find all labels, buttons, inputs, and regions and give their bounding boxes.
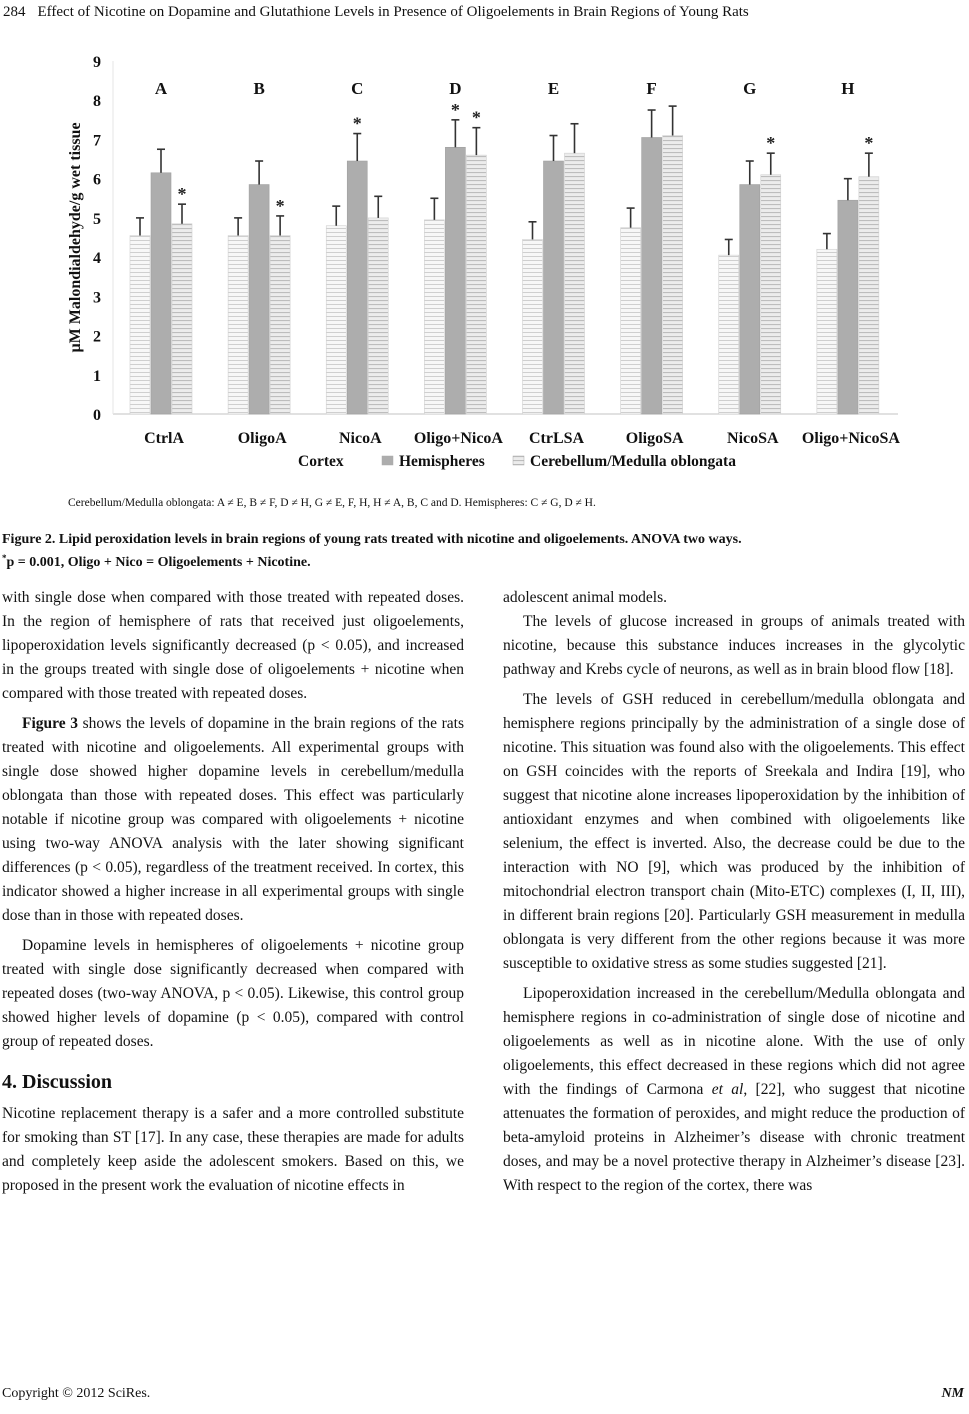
bar xyxy=(445,147,465,414)
significance-star: * xyxy=(275,195,285,216)
legend-swatch xyxy=(513,456,524,465)
left-column xyxy=(2,586,464,1198)
journal-abbrev: NM xyxy=(941,1386,964,1401)
bar xyxy=(740,185,760,414)
x-tick-label: CtrLSA xyxy=(529,430,585,447)
bar xyxy=(270,236,290,414)
bar xyxy=(565,153,585,414)
bar xyxy=(249,185,269,414)
bar xyxy=(544,161,564,414)
group-letter: E xyxy=(547,79,560,98)
bar xyxy=(151,173,171,414)
group-letter: D xyxy=(449,79,462,98)
bar xyxy=(172,224,192,414)
paragraph: adolescent animal models. xyxy=(503,589,667,606)
legend-label: Cortex xyxy=(298,453,344,470)
figure-caption-star: * xyxy=(2,553,7,563)
y-tick-label: 7 xyxy=(93,132,101,150)
bar xyxy=(466,155,486,414)
group-letter: G xyxy=(743,79,757,98)
bar xyxy=(228,236,248,414)
significance-star: * xyxy=(766,133,776,154)
significance-star: * xyxy=(352,113,362,134)
significance-star: * xyxy=(177,184,187,205)
right-column xyxy=(503,586,965,1198)
y-tick-label: 1 xyxy=(93,367,101,385)
y-tick-label: 5 xyxy=(93,210,101,228)
x-tick-label: Oligo+NicoA xyxy=(413,430,503,447)
group-letter: H xyxy=(841,79,855,98)
x-tick-label: CtrlA xyxy=(144,430,185,447)
paragraph: Nicotine replacement therapy is a safer and a more controlled substitute for smoking than ST [17]. In any case, these therapies are made for adults and completely keep aside the adolescent smokers. Based on this, we proposed in the present work the evaluation of nicotine effects in xyxy=(2,1105,464,1194)
x-tick-label: NicoA xyxy=(338,430,382,447)
legend-swatch xyxy=(382,456,393,465)
bar xyxy=(838,200,858,414)
bar xyxy=(130,236,150,414)
paragraph: The levels of glucose increased in groups of animals treated with nicotine, because this substance induces increases in the glycolytic pathway and Krebs cycle of neurons, as well as in brain blood flow [18]. xyxy=(503,613,965,678)
bar xyxy=(424,220,444,414)
legend-label: Cerebellum/Medulla oblongata xyxy=(530,453,736,470)
bar xyxy=(326,226,346,414)
bar xyxy=(761,175,781,414)
y-tick-label: 9 xyxy=(93,54,101,71)
y-axis-label: µM Malondialdehyde/g wet tissue xyxy=(67,122,84,353)
paragraph: Dopamine levels in hemispheres of oligoelements + nicotine group treated with single dose significantly decreased when compared with repeated doses (two-way ANOVA, p < 0.05). Likewise, this control group showed higher levels of dopamine (p < 0.05), compared with control group of repeated doses. xyxy=(2,937,464,1050)
paragraph: with single dose when compared with those treated with repeated doses. In the region of hemisphere of rats that received just oligoelements, lipoperoxidation levels significantly decreased (p < 0.05), and increased in the groups treated with single dose of oligoelements + nicotine when compared with those treated with repeated doses. xyxy=(2,589,464,702)
running-header xyxy=(3,4,963,21)
bar xyxy=(663,136,683,414)
significance-note: Cerebellum/Medulla oblongata: A ≠ E, B ≠ F, D ≠ H, G ≠ E, F, H, H ≠ A, B, C and D. Hemispheres: C ≠ G, D ≠ H. xyxy=(68,497,596,509)
page-number: 284 xyxy=(3,4,26,20)
y-tick-label: 8 xyxy=(93,93,101,111)
significance-star: * xyxy=(450,99,460,120)
figure-caption-line1: Figure 2. Lipid peroxidation levels in brain regions of young rats treated with nicotine and oligoelements. ANOVA two ways. xyxy=(2,532,742,547)
bar xyxy=(859,177,879,414)
y-tick-label: 4 xyxy=(93,250,101,268)
significance-star: * xyxy=(471,107,481,128)
figure-reference: Figure 3 xyxy=(22,715,78,732)
figure-caption-line2: p = 0.001, Oligo + Nico = Oligoelements + Nicotine. xyxy=(6,555,311,570)
y-tick-label: 6 xyxy=(93,171,101,189)
group-letter: C xyxy=(351,79,364,98)
y-tick-label: 2 xyxy=(93,328,101,346)
y-tick-label: 3 xyxy=(93,289,101,307)
lipid-peroxidation-bar-chart xyxy=(0,40,969,485)
page-footer xyxy=(2,1386,964,1402)
group-letter: A xyxy=(154,79,168,98)
y-tick-label: 0 xyxy=(93,407,101,424)
copyright: Copyright © 2012 SciRes. xyxy=(2,1386,151,1401)
legend-label: Hemispheres xyxy=(399,453,485,470)
paragraph: Figure 3 shows the levels of dopamine in the brain regions of the rats treated with nicotine and oligoelements. All experimental groups with single dose showed higher dopamine levels in cerebellum/medulla oblongata than those with repeated doses. This effect was particularly notable if nicotine group was compared with oligoelements + nicotine using two-way ANOVA analysis with the later showing significant differences (p < 0.05), regardless of the treatment received. In cortex, this indicator showed a higher increase in all experimental groups with single dose than in those with repeated doses. xyxy=(2,715,464,924)
group-letter: B xyxy=(253,79,265,98)
section-heading: 4. Discussion xyxy=(2,1071,113,1093)
running-title: Effect of Nicotine on Dopamine and Glutathione Levels in Presence of Oligoelements in Brain Regions of Young Rats xyxy=(37,4,749,20)
x-tick-label: NicoSA xyxy=(727,430,779,447)
bar xyxy=(621,228,641,414)
bar xyxy=(347,161,367,414)
group-letter: F xyxy=(646,79,657,98)
significance-star: * xyxy=(864,133,874,154)
bar xyxy=(368,218,388,414)
bar xyxy=(642,137,662,414)
x-tick-label: OligoA xyxy=(237,430,287,447)
x-tick-label: OligoSA xyxy=(625,430,684,447)
paragraph: The levels of GSH reduced in cerebellum/medulla oblongata and hemisphere regions principally by the administration of a single dose of nicotine. This situation was found also with the oligoelements. This effect on GSH coincides with the reports of Sreekala and Indira [19], who suggest that nicotine alone increases lipoperoxidation by the inhibition of antioxidant enzymes and when combined with oligoelements like selenium, the effect is inverted. Also, the decrease could be due to the interaction with NO [9], which was produced by the inhibition of mitochondrial electron transport chain (Mito-ETC) complexes (I, II, III), in different brain regions [20]. Particularly GSH measurement in medulla oblongata is very different from the other regions because it was more susceptible to oxidative stress as some studies suggested [21]. xyxy=(503,691,965,972)
bar xyxy=(523,239,543,414)
paragraph: Lipoperoxidation increased in the cerebellum/Medulla oblongata and hemisphere regions in co-administration of single dose of nicotine and oligoelements as well as in nicotine alone. With the use of only oligoelements, this effect decreased in these regions which did not agree with the findings of Carmona et al, [22], who suggest that nicotine attenuates the formation of peroxides, and might reduce the production of beta-amyloid proteins in Alzheimer’s disease with chronic treatment doses, and may be a novel protective therapy in Alzheimer’s disease [23]. With respect to the region of the cortex, there was xyxy=(503,985,965,1194)
figure-caption xyxy=(2,530,964,572)
bar xyxy=(817,249,837,414)
x-tick-label: Oligo+NicoSA xyxy=(801,430,900,447)
bar xyxy=(719,255,739,414)
